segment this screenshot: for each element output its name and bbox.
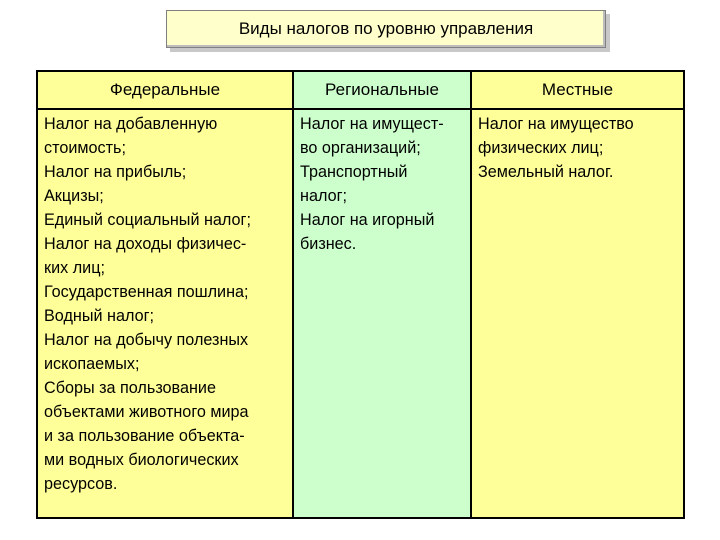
tax-line: физических лиц;: [478, 139, 604, 157]
tax-line: Налог на игорный: [300, 211, 435, 229]
tax-table: [36, 70, 685, 519]
tax-line: и за пользование объекта-: [44, 427, 245, 445]
tax-line: Акцизы;: [44, 187, 104, 205]
column-federal: [38, 72, 292, 517]
tax-line: ми водных биологических: [44, 451, 239, 469]
tax-line: ископаемых;: [44, 355, 140, 373]
tax-line: ких лиц;: [44, 259, 105, 277]
column-body-regional: [294, 110, 470, 517]
tax-line: объектами животного мира: [44, 403, 249, 421]
slide-title: Виды налогов по уровню управления: [166, 10, 606, 48]
column-header-local: Местные: [541, 80, 614, 99]
tax-line: Налог на доходы физичес-: [44, 235, 247, 253]
column-header-federal: Федеральные: [109, 80, 221, 99]
tax-line: Налог на имущест-: [300, 115, 444, 133]
column-header-regional: Региональные: [325, 80, 439, 99]
tax-line: Транспортный: [300, 163, 408, 181]
column-body-local: [472, 110, 683, 517]
tax-line: Единый социальный налог;: [44, 211, 251, 229]
tax-line: Налог на имущество: [478, 115, 634, 133]
tax-line: во организаций;: [300, 139, 421, 157]
tax-line: Налог на добавленную: [44, 115, 218, 133]
tax-line: Государственная пошлина;: [44, 283, 249, 301]
tax-line: бизнес.: [300, 235, 357, 253]
tax-line: стоимость;: [44, 139, 126, 157]
tax-line: Сборы за пользование: [44, 379, 216, 397]
tax-line: Налог на добычу полезных: [44, 331, 249, 349]
tax-line: налог;: [300, 187, 347, 205]
column-regional: [294, 72, 470, 517]
tax-line: ресурсов.: [44, 475, 118, 493]
tax-line: Водный налог;: [44, 307, 154, 325]
tax-line: Налог на прибыль;: [44, 163, 187, 181]
column-local: [472, 72, 683, 517]
tax-line: Земельный налог.: [478, 163, 614, 181]
column-body-federal: [38, 110, 292, 517]
header-separator: [38, 108, 683, 110]
